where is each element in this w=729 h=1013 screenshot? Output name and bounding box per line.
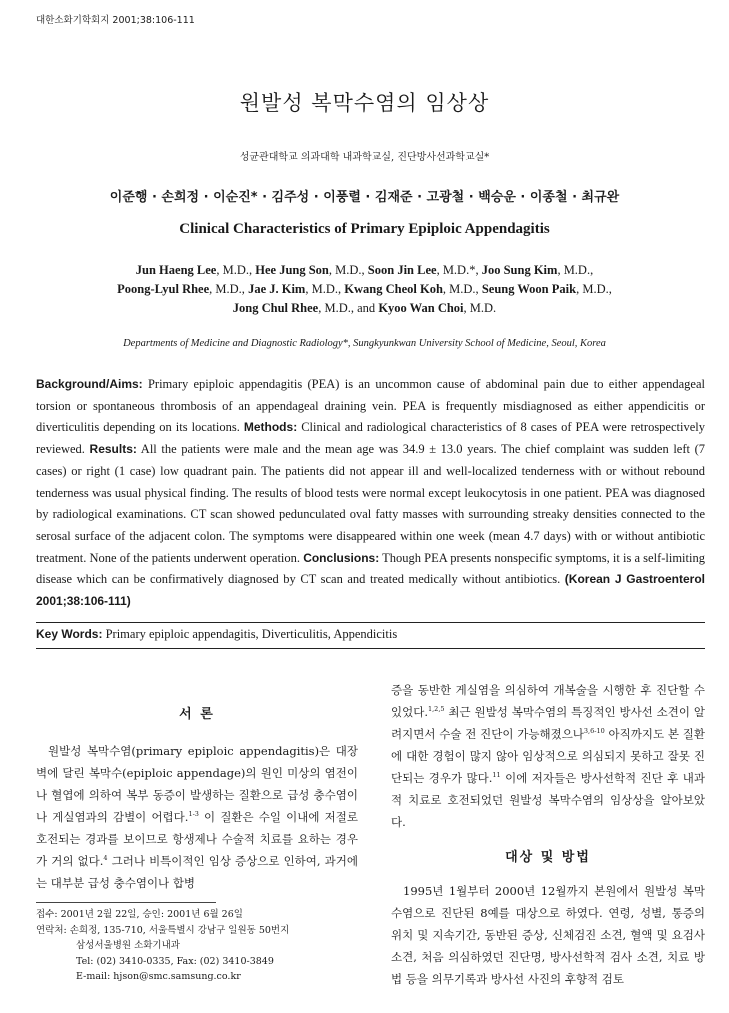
intro-text: 이에 저자들은 방사선학적 진단 후 내과적 치료로 호전되었던 원발성 복막수염의 임상상을 알아보았다. bbox=[391, 771, 705, 829]
intro-text: 이 질환은 수일 이내에 저절로 호전되는 경과를 보이므로 항생제나 수술적 치료를 요하는 경우가 거의 없다. bbox=[36, 810, 358, 868]
abstract-rule-top bbox=[36, 622, 705, 623]
intro-continued-paragraph bbox=[391, 679, 705, 833]
author-name: Jae J. Kim bbox=[248, 282, 306, 296]
author-name: Joo Sung Kim bbox=[481, 263, 558, 277]
author-degree: , M.D., bbox=[557, 263, 594, 277]
author-degree: , M.D., bbox=[209, 282, 249, 296]
intro-paragraph bbox=[36, 740, 358, 894]
author-name: Jun Haeng Lee bbox=[135, 263, 217, 277]
citation-sup: 4 bbox=[103, 854, 108, 863]
abstract-results-text: All the patients were male and the mean age was 34.9 ± 13.0 years. The chief complaint was sudden left (7 cases) or right (1 case) low quadrant pain. The patients did not appear ill and well-localized tenderness with or without rebound tenderness was usual physical finding. The results of blood tests were normal except leukocytosis in one patient. PEA was diagnosed by radiological examinations. CT scan showed pedunculated oval fatty masses with surrounding streaky densities connected to the serosal surface of the adjacent colon. The symptoms were disappeared within one week (mean 4.7 days) with or without antibiotic treatment. None of the patients underwent operation. bbox=[36, 442, 705, 565]
author-line-1 bbox=[40, 261, 689, 280]
author-name: Hee Jung Son bbox=[255, 263, 329, 277]
author-degree: , M.D., bbox=[305, 282, 345, 296]
author-degree: , M.D., bbox=[328, 263, 368, 277]
abstract-methods-label: Methods: bbox=[243, 420, 298, 435]
intro-text: 최근 원발성 복막수염의 특징적인 방사선 소견이 알려지면서 수술 전 진단이 가능해졌으나 bbox=[391, 705, 705, 741]
citation-sup: 11 bbox=[492, 771, 501, 780]
intro-text: 그러나 비특이적인 임상 증상으로 인하여, 과거에는 대부분 급성 충수염이나 합병 bbox=[36, 854, 358, 890]
abstract-background-label: Background/Aims: bbox=[36, 377, 143, 391]
author-degree: , M.D., and bbox=[318, 301, 379, 315]
abstract-methods-text: Clinical and radiological characteristics of 8 cases of PEA were retrospectively reviewed. bbox=[36, 420, 705, 457]
english-authors bbox=[40, 261, 689, 318]
intro-text: 증을 동반한 게실염을 의심하여 개복술을 시행한 후 진단할 수 있었다. bbox=[391, 683, 705, 719]
intro-text: 원발성 복막수염(primary epiploic appendagitis)은 대장벽에 달린 복막수(epiploic appendage)의 원인 미상의 염전이나 혈엽에 의하여 복부 동증이 발생하는 질환으로 급성 충수염이나 게실염과의 감별이 어렵다. bbox=[36, 744, 358, 824]
citation-sup: 1,2,5 bbox=[427, 705, 445, 714]
author-degree: , M.D. bbox=[463, 301, 497, 315]
author-line-2 bbox=[40, 280, 689, 299]
abstract-conclusions-text: Though PEA presents nonspecific symptoms, it is a self-limiting disease which can be confirmatively diagnosed by CT scan and treated medically without antibiotics. bbox=[36, 550, 705, 587]
footnote-email: E-mail: hjson@smc.samsung.co.kr bbox=[76, 971, 241, 982]
footnote-address: 연락처: 손희정, 135-710, 서울특별시 강남구 일원동 50번지 bbox=[36, 924, 290, 936]
korean-authors: 이준행 · 손희정 · 이순진* · 김주성 · 이풍렬 · 김재준 · 고광철 · 백승운 · 이종철 · 최규완 bbox=[109, 190, 620, 205]
methods-text: 1995년 1월부터 2000년 12월까지 본원에서 원발성 복막수염으로 진단된 8예를 대상으로 하였다. 연령, 성별, 통증의 위치 및 지속기간, 동반된 증상, 신체검진 소견, 혈액 및 요검사 소견, 처음 의심하였던 진단명, 방사선학적 검사 소견, 치료 방법 등을 의무기록과 방사선 사진의 후향적 검토 bbox=[391, 884, 705, 986]
footnote-department: 삼성서울병원 소화기내과 bbox=[76, 940, 180, 951]
author-degree: , M.D., bbox=[442, 282, 482, 296]
english-affiliation: Departments of Medicine and Diagnostic Radiology*, Sungkyunkwan University School of Medicine, Seoul, Korea bbox=[123, 338, 606, 349]
abstract-background-text: Primary epiploic appendagitis (PEA) is an uncommon cause of abdominal pain due to either appendageal torsion or spontaneous thrombosis of an appendageal draining vein. PEA is frequently misdiagnosed as either appendicitis or diverticulitis depending on its locations. bbox=[36, 377, 705, 435]
key-words-text: Primary epiploic appendagitis, Diverticulitis, Appendicitis bbox=[102, 627, 398, 641]
author-name: Jong Chul Rhee bbox=[232, 301, 319, 315]
abstract-conclusions-label: Conclusions: bbox=[303, 550, 380, 565]
author-name: Seung Woon Paik bbox=[481, 282, 577, 296]
korean-affiliation: 성균관대학교 의과대학 내과학교실, 진단방사선과학교실* bbox=[239, 152, 490, 163]
author-name: Soon Jin Lee bbox=[367, 263, 437, 277]
key-words bbox=[36, 627, 397, 642]
footnote-rule bbox=[36, 902, 216, 903]
footnote bbox=[36, 907, 289, 985]
intro-text: 아직까지도 본 질환에 대한 경험이 많지 않아 임상적으로 의심되지 못하고 잘못 진단되는 경우가 많다. bbox=[391, 727, 705, 785]
author-line-3 bbox=[40, 299, 689, 318]
footnote-received: 접수: 2001년 2월 22일, 승인: 2001년 6월 26일 bbox=[36, 909, 243, 920]
methods-paragraph bbox=[391, 880, 705, 990]
korean-title: 원발성 복막수염의 임상상 bbox=[239, 91, 490, 115]
key-words-label: Key Words: bbox=[36, 627, 103, 641]
author-name: Kwang Cheol Koh bbox=[344, 282, 443, 296]
author-degree: , M.D., bbox=[216, 263, 256, 277]
footnote-phone: Tel: (02) 3410-0335, Fax: (02) 3410-3849 bbox=[76, 955, 274, 967]
citation-sup: 3,6-10 bbox=[583, 727, 605, 736]
citation-sup: 1-3 bbox=[188, 810, 199, 819]
english-title: Clinical Characteristics of Primary Epiploic Appendagitis bbox=[179, 221, 550, 237]
intro-heading: 서 론 bbox=[179, 707, 215, 722]
abstract-results-label: Results: bbox=[89, 442, 137, 457]
author-name: Kyoo Wan Choi bbox=[378, 301, 464, 315]
abstract-citation: (Korean J Gastroenterol 2001;38:106-111) bbox=[36, 572, 705, 609]
author-name: Poong-Lyul Rhee bbox=[117, 282, 210, 296]
methods-heading: 대상 및 방법 bbox=[505, 850, 591, 865]
abstract bbox=[36, 374, 705, 613]
journal-reference: 대한소화기학회지 2001;38:106-111 bbox=[36, 15, 195, 26]
abstract-rule-bottom bbox=[36, 648, 705, 649]
author-degree: , M.D.*, bbox=[436, 263, 482, 277]
author-degree: , M.D., bbox=[576, 282, 612, 296]
